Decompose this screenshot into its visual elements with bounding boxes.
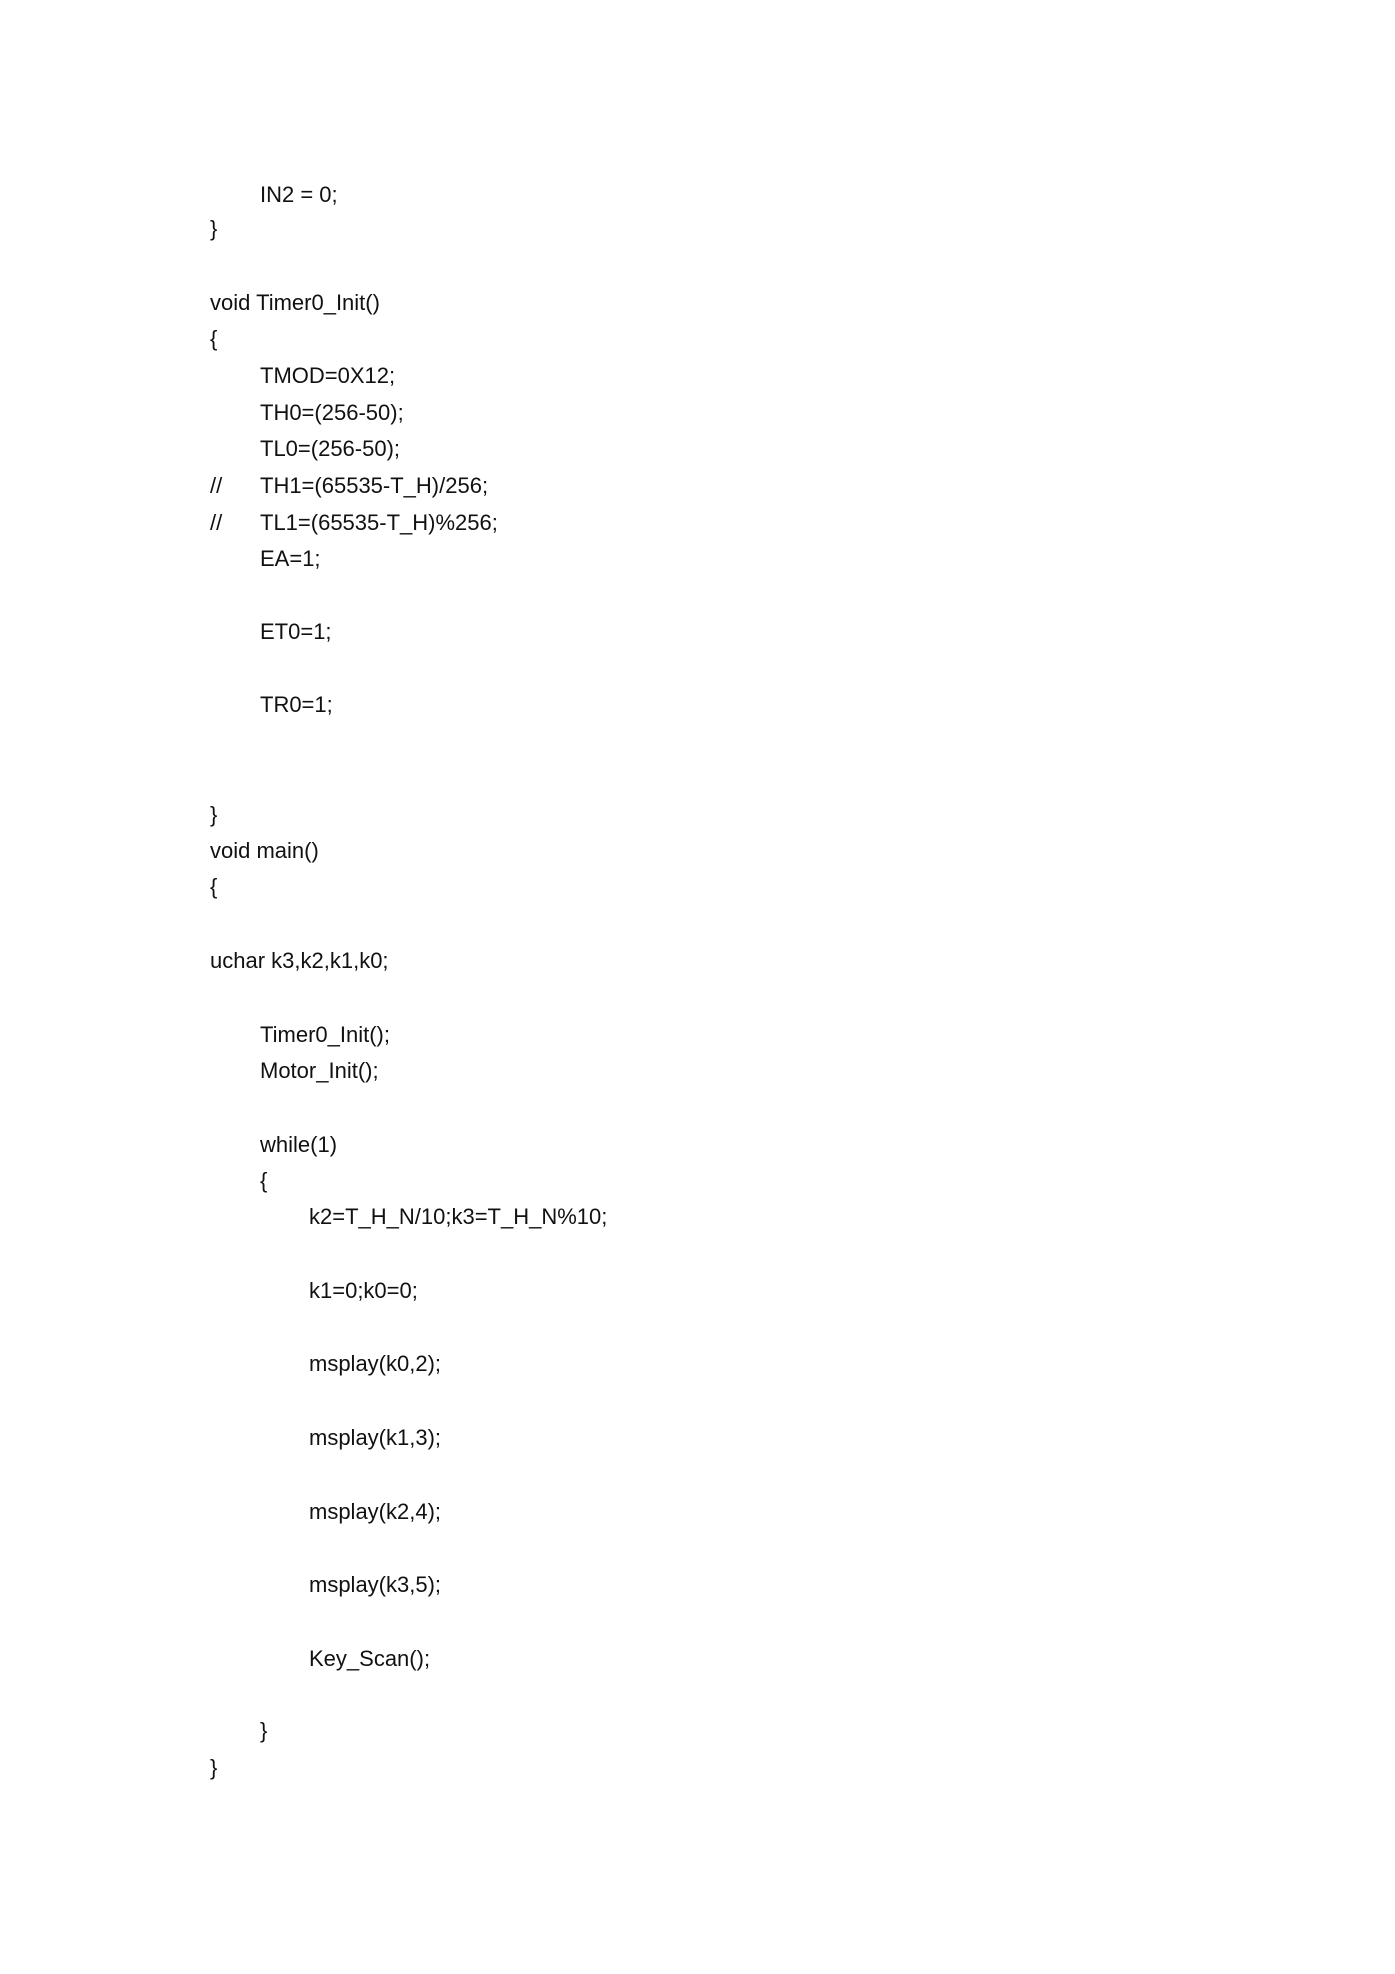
code-line: TMOD=0X12; (260, 363, 396, 388)
code-line: EA=1; (260, 546, 321, 571)
code-line: while(1) (260, 1132, 338, 1157)
comment-marker: // (210, 510, 223, 535)
code-line: { (210, 874, 218, 899)
code-line: Motor_Init(); (260, 1058, 379, 1083)
code-line: { (260, 1168, 268, 1193)
code-line: msplay(k0,2); (309, 1351, 442, 1376)
code-line: msplay(k3,5); (309, 1572, 442, 1597)
code-line: k1=0;k0=0; (309, 1278, 418, 1303)
code-line: } (260, 1718, 268, 1743)
code-line: msplay(k1,3); (309, 1425, 442, 1450)
code-line: { (210, 326, 218, 351)
code-line: Timer0_Init(); (260, 1022, 390, 1047)
code-line: TR0=1; (260, 692, 333, 717)
code-line: void Timer0_Init() (210, 290, 380, 315)
code-line: } (210, 216, 218, 241)
code-line: void main() (210, 838, 319, 863)
comment-marker: // (210, 473, 223, 498)
code-line: TL0=(256-50); (260, 436, 401, 461)
code-line: } (210, 802, 218, 827)
code-line: TH1=(65535-T_H)/256; (260, 473, 489, 498)
code-line: uchar k3,k2,k1,k0; (210, 948, 389, 973)
code-line: TH0=(256-50); (260, 400, 404, 425)
code-line: TL1=(65535-T_H)%256; (260, 510, 498, 535)
code-line: ET0=1; (260, 619, 332, 644)
code-line: IN2 = 0; (260, 182, 338, 207)
code-line: k2=T_H_N/10;k3=T_H_N%10; (309, 1204, 608, 1229)
code-line: Key_Scan(); (309, 1646, 431, 1671)
code-line: msplay(k2,4); (309, 1499, 442, 1524)
code-line: } (210, 1755, 218, 1780)
